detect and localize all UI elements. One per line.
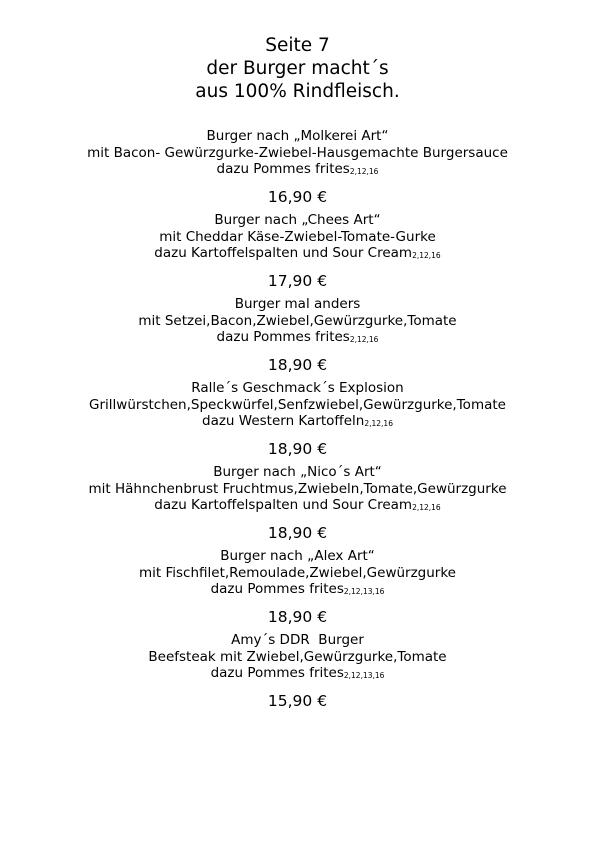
item-allergens: 2,12,13,16	[343, 587, 385, 596]
page-header	[0, 34, 595, 103]
item-name: Burger nach „Nico´s Art“	[213, 464, 382, 480]
item-side-line	[0, 329, 595, 349]
item-side: dazu Kartoffelspalten und Sour Cream	[154, 497, 413, 513]
item-description: mit Hähnchenbrust Fruchtmus,Zwiebeln,Tomate,Gewürzgurke	[88, 480, 507, 497]
item-description: mit Fischfilet,Remoulade,Zwiebel,Gewürzgurke	[139, 564, 456, 581]
item-price: 15,90 €	[267, 691, 328, 710]
menu-item	[0, 632, 595, 716]
item-allergens: 2,12,16	[412, 251, 441, 260]
item-side: dazu Kartoffelspalten und Sour Cream	[154, 245, 413, 261]
item-allergens: 2,12,16	[349, 335, 379, 344]
item-name: Burger nach „Molkerei Art“	[206, 128, 389, 144]
item-side-line	[0, 665, 595, 685]
page-label: Seite 7	[265, 35, 330, 56]
item-side: dazu Pommes frites	[210, 665, 344, 681]
item-description: mit Setzei,Bacon,Zwiebel,Gewürzgurke,Tomate	[138, 312, 457, 329]
item-price: 18,90 €	[267, 439, 328, 458]
item-name: Amy´s DDR Burger	[231, 632, 364, 648]
item-name: Burger nach „Chees Art“	[214, 212, 381, 228]
item-name: Burger nach „Alex Art“	[220, 548, 375, 564]
item-price: 18,90 €	[267, 607, 328, 626]
item-side-line	[0, 413, 595, 433]
item-price: 18,90 €	[267, 523, 328, 542]
item-price: 18,90 €	[267, 355, 328, 374]
menu-items	[0, 128, 595, 716]
item-side: dazu Western Kartoffeln	[202, 413, 365, 429]
item-side: dazu Pommes frites	[216, 329, 350, 345]
item-side-line	[0, 581, 595, 601]
header-line-3: aus 100% Rindfleisch.	[195, 81, 400, 102]
item-side: dazu Pommes frites	[216, 161, 350, 177]
item-description: Grillwürstchen,Speckwürfel,Senfzwiebel,Gewürzgurke,Tomate	[89, 396, 506, 413]
item-price: 17,90 €	[267, 271, 328, 290]
item-side-line	[0, 161, 595, 181]
item-side: dazu Pommes frites	[210, 581, 344, 597]
item-description: mit Cheddar Käse-Zwiebel-Tomate-Gurke	[159, 228, 436, 245]
item-allergens: 2,12,16	[412, 503, 441, 512]
item-allergens: 2,12,16	[349, 167, 379, 176]
menu-item	[0, 464, 595, 548]
item-allergens: 2,12,13,16	[343, 671, 385, 680]
menu-item	[0, 380, 595, 464]
item-side-line	[0, 245, 595, 265]
header-line-2: der Burger macht´s	[206, 58, 389, 79]
item-description: Beefsteak mit Zwiebel,Gewürzgurke,Tomate	[148, 648, 447, 665]
item-allergens: 2,12,16	[364, 419, 393, 428]
menu-item	[0, 548, 595, 632]
item-description: mit Bacon- Gewürzgurke-Zwiebel-Hausgemachte Burgersauce	[87, 144, 508, 161]
item-name: Burger mal anders	[234, 296, 361, 312]
menu-item	[0, 128, 595, 212]
menu-item	[0, 212, 595, 296]
menu-item	[0, 296, 595, 380]
item-name: Ralle´s Geschmack´s Explosion	[191, 380, 404, 396]
item-side-line	[0, 497, 595, 517]
item-price: 16,90 €	[267, 187, 328, 206]
